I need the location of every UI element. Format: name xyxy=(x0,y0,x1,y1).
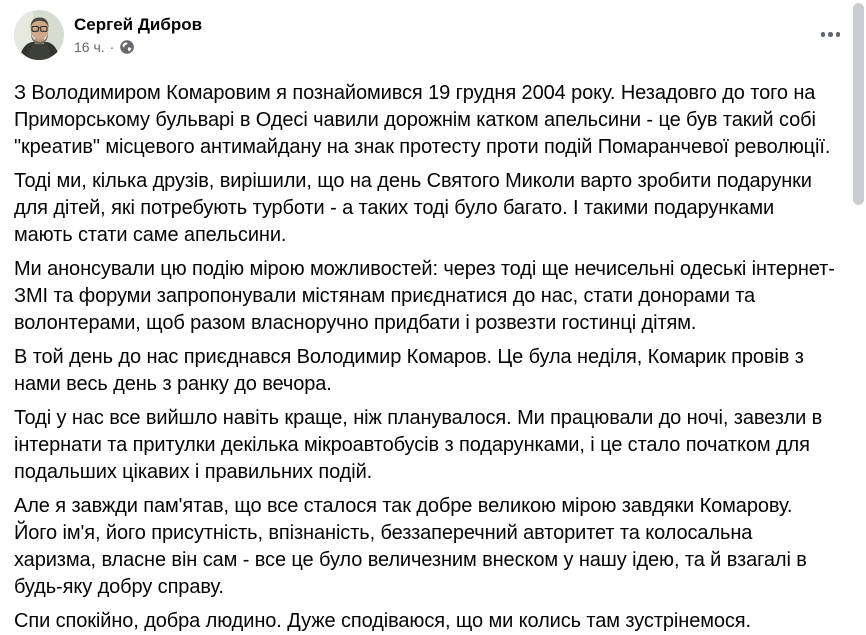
post-paragraph: Тоді ми, кілька друзів, вирішили, що на день Святого Миколи варто зробити подарунки для дітей, які потребують турботи - а таких тоді було багато. І такими подарунками мають стати саме апельсини. xyxy=(14,170,812,246)
more-options-button[interactable] xyxy=(813,24,849,45)
post-header xyxy=(0,0,866,60)
post-paragraph: Але я завжди пам'ятав, що все сталося так добре великою мірою завдяки Комарову. Його ім'я, його присутність, впізнаність, беззаперечний авторитет та колосальна харизма, власне він сам - все це було величезним внеском у нашу ідею, та й взагалі в будь-яку добру справу. xyxy=(14,495,807,598)
globe-public-icon xyxy=(119,39,135,55)
ellipsis-icon xyxy=(836,32,841,37)
header-text xyxy=(74,10,202,55)
ellipsis-icon xyxy=(821,32,826,37)
ellipsis-icon xyxy=(828,32,833,37)
timestamp[interactable]: 16 ч. xyxy=(74,39,105,55)
post-content xyxy=(0,60,852,635)
post-paragraph: Тоді у нас все вийшло навіть краще, ніж планувалося. Ми працювали до ночі, завезли в інтернати та притулки декілька мікроавтобусів з подарунками, і це стало початком для подальших цікавих і правильних подій. xyxy=(14,407,823,483)
meta-separator: · xyxy=(109,39,115,55)
avatar[interactable] xyxy=(14,10,64,60)
post-paragraph: З Володимиром Комаровим я познайомився 19 грудня 2004 року. Незадовго до того на Приморському бульварі в Одесі чавили дорожнім катком апельсини - це був такий собі "креатив" місцевого антимайдану на знак протесту проти подій Помаранчевої революції. xyxy=(14,82,831,158)
post-meta xyxy=(74,39,202,55)
scrollbar-thumb[interactable] xyxy=(853,3,864,205)
profile-photo-icon xyxy=(14,10,64,60)
post-paragraph: Спи спокійно, добра людино. Дуже сподіваюся, що ми колись там зустрінемося. xyxy=(14,610,751,632)
post-paragraph: Ми анонсували цю подію мірою можливостей: через тоді ще нечисельні одеські інтернет-ЗМІ та форуми запропонували містянам приєднатися до нас, стати донорами та волонтерами, щоб разом власноручно придбати і розвезти гостинці дітям. xyxy=(14,258,835,334)
author-name[interactable]: Сергей Дибров xyxy=(74,15,203,34)
post-paragraph: В той день до нас приєднався Володимир Комаров. Це була неділя, Комарик провів з нами весь день з ранку до вечора. xyxy=(14,346,804,395)
